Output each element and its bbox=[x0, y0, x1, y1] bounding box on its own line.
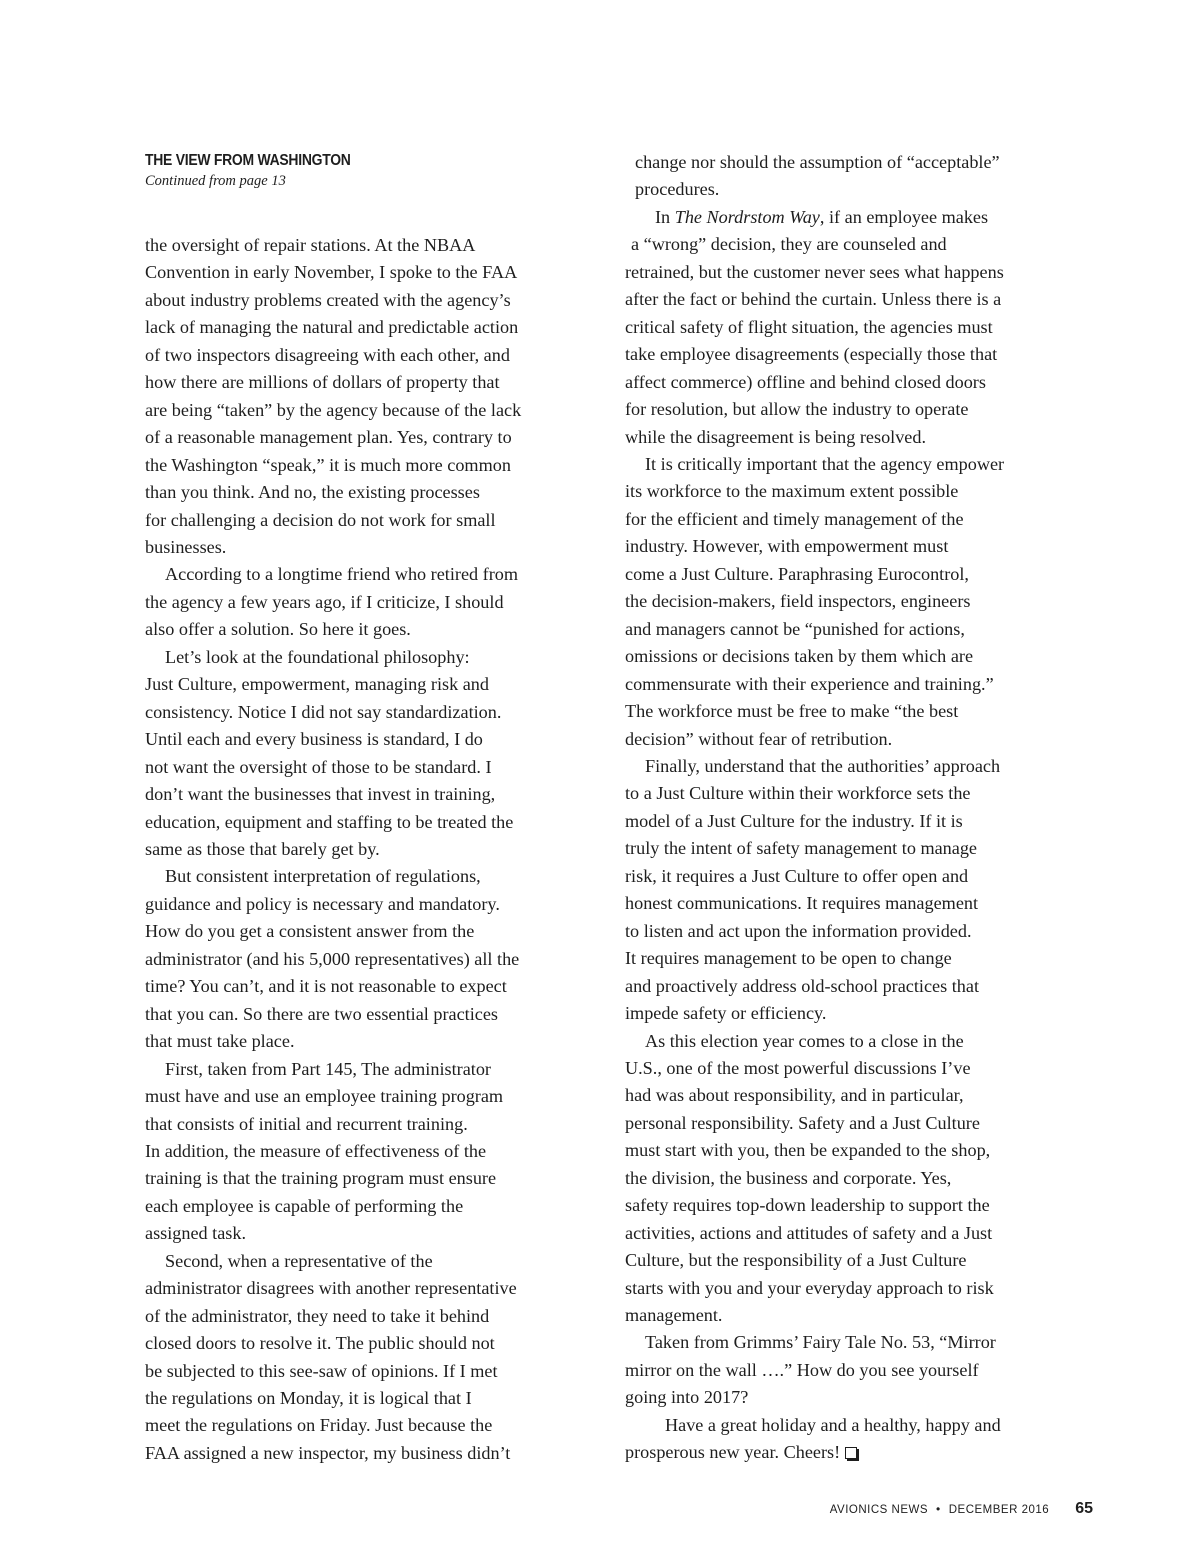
paragraph bbox=[145, 863, 591, 1055]
text-line: and proactively address old-school practices that bbox=[625, 975, 980, 996]
paragraph bbox=[625, 1329, 1071, 1411]
text-line: consistency. Notice I did not say standardization. bbox=[145, 701, 502, 722]
text-line: Culture, but the responsibility of a Just Culture bbox=[625, 1250, 967, 1271]
text-line: that must take place. bbox=[145, 1031, 295, 1052]
text-line: honest communications. It requires management bbox=[625, 893, 979, 914]
paragraph bbox=[625, 1028, 1071, 1330]
text-line: affect commerce) offline and behind closed doors bbox=[625, 371, 986, 392]
text-line: It is critically important that the agency empower bbox=[645, 453, 1005, 474]
text-line: Convention in early November, I spoke to the FAA bbox=[145, 262, 518, 283]
text-line: for resolution, but allow the industry to operate bbox=[625, 399, 969, 420]
text-line: commensurate with their experience and training.” bbox=[625, 673, 994, 694]
text-line: model of a Just Culture for the industry. If it is bbox=[625, 810, 963, 831]
carryover-paragraph bbox=[625, 149, 1071, 204]
paragraph bbox=[145, 232, 591, 561]
text-line: Have a great holiday and a healthy, happy and bbox=[665, 1414, 1001, 1435]
text-line: are being “taken” by the agency because of the lack bbox=[145, 399, 522, 420]
text-line: take employee disagreements (especially those that bbox=[625, 344, 998, 365]
text-line: after the fact or behind the curtain. Unless there is a bbox=[625, 289, 1002, 310]
text-line: must have and use an employee training program bbox=[145, 1086, 504, 1107]
text-line bbox=[625, 204, 1071, 231]
text-line: businesses. bbox=[145, 536, 227, 557]
text-line: critical safety of flight situation, the agencies must bbox=[625, 316, 993, 337]
text-line: going into 2017? bbox=[625, 1387, 749, 1408]
text-line: to a Just Culture within their workforce sets the bbox=[625, 783, 971, 804]
text-line: don’t want the businesses that invest in training, bbox=[145, 784, 496, 805]
text-line: industry. However, with empowerment must bbox=[625, 536, 949, 557]
text-line: closed doors to resolve it. The public should not bbox=[145, 1333, 495, 1354]
end-of-article-icon bbox=[845, 1447, 857, 1459]
text-line: Taken from Grimms’ Fairy Tale No. 53, “Mirror bbox=[645, 1332, 996, 1353]
text-line: how there are millions of dollars of property that bbox=[145, 372, 500, 393]
text-line: education, equipment and staffing to be treated the bbox=[145, 811, 514, 832]
text-line: the division, the business and corporate. Yes, bbox=[625, 1167, 952, 1188]
text-line: for challenging a decision do not work for small bbox=[145, 509, 496, 530]
right-column bbox=[625, 149, 1071, 1467]
text-line: meet the regulations on Friday. Just because the bbox=[145, 1415, 493, 1436]
text-line: administrator (and his 5,000 representatives) all the bbox=[145, 948, 520, 969]
text-line: impede safety or efficiency. bbox=[625, 1003, 827, 1024]
nordstrom-paragraph bbox=[625, 204, 1071, 451]
text-fragment: prosperous new year. Cheers! bbox=[625, 1442, 841, 1463]
text-line: had was about responsibility, and in particular, bbox=[625, 1085, 964, 1106]
paragraph bbox=[145, 644, 591, 864]
text-fragment: In bbox=[655, 206, 675, 227]
text-line: Second, when a representative of the bbox=[165, 1250, 433, 1271]
text-line: training is that the training program must ensure bbox=[145, 1168, 497, 1189]
text-line: while the disagreement is being resolved. bbox=[625, 426, 927, 447]
text-line: management. bbox=[625, 1305, 723, 1326]
text-line: each employee is capable of performing the bbox=[145, 1195, 464, 1216]
text-line: But consistent interpretation of regulations, bbox=[165, 866, 481, 887]
text-line: mirror on the wall ….” How do you see yourself bbox=[625, 1359, 979, 1380]
text-line: of the administrator, they need to take it behind bbox=[145, 1305, 490, 1326]
text-line: change nor should the assumption of “acceptable” bbox=[635, 152, 1000, 172]
text-line: than you think. And no, the existing processes bbox=[145, 482, 480, 503]
paragraph bbox=[145, 1056, 591, 1248]
text-line: and managers cannot be “punished for actions, bbox=[625, 618, 965, 639]
text-line: time? You can’t, and it is not reasonable to expect bbox=[145, 976, 507, 997]
text-line: procedures. bbox=[635, 179, 720, 200]
text-line: to listen and act upon the information provided. bbox=[625, 920, 972, 941]
book-title: The Nordrstom Way bbox=[674, 206, 820, 227]
text-line: In addition, the measure of effectiveness of the bbox=[145, 1140, 487, 1161]
text-line: activities, actions and attitudes of safety and a Just bbox=[625, 1222, 993, 1243]
nordstrom-lines bbox=[625, 259, 1071, 451]
text-line: safety requires top-down leadership to support the bbox=[625, 1195, 990, 1216]
text-line: personal responsibility. Safety and a Just Culture bbox=[625, 1112, 980, 1133]
text-line: the Washington “speak,” it is much more common bbox=[145, 454, 511, 475]
text-line: According to a longtime friend who retired from bbox=[165, 564, 519, 585]
text-line: lack of managing the natural and predictable action bbox=[145, 317, 519, 338]
text-line: of two inspectors disagreeing with each other, and bbox=[145, 344, 510, 365]
text-fragment: , if an employee makes bbox=[819, 206, 989, 227]
paragraph bbox=[625, 753, 1071, 1028]
text-line: also offer a solution. So here it goes. bbox=[145, 619, 411, 640]
text-line: omissions or decisions taken by them which are bbox=[625, 646, 974, 667]
page-footer bbox=[830, 1500, 1093, 1518]
text-line: of a reasonable management plan. Yes, contrary to bbox=[145, 427, 512, 448]
text-line: come a Just Culture. Paraphrasing Eurocontrol, bbox=[625, 563, 969, 584]
text-line: The workforce must be free to make “the best bbox=[625, 701, 959, 722]
text-line: the agency a few years ago, if I criticize, I should bbox=[145, 591, 504, 612]
separator-bullet: • bbox=[936, 1502, 941, 1516]
text-line: a “wrong” decision, they are counseled and bbox=[631, 234, 947, 255]
text-line: How do you get a consistent answer from the bbox=[145, 921, 475, 942]
text-line: First, taken from Part 145, The administrator bbox=[165, 1058, 491, 1079]
text-line: guidance and policy is necessary and mandatory. bbox=[145, 893, 500, 914]
text-line: not want the oversight of those to be standard. I bbox=[145, 756, 492, 777]
text-line: same as those that barely get by. bbox=[145, 838, 380, 859]
text-line: U.S., one of the most powerful discussions I’ve bbox=[625, 1057, 971, 1078]
page-number: 65 bbox=[1075, 1500, 1093, 1517]
text-line: decision” without fear of retribution. bbox=[625, 728, 893, 749]
closing-paragraph bbox=[625, 1412, 1071, 1467]
paragraph bbox=[625, 451, 1071, 753]
text-line: As this election year comes to a close in the bbox=[645, 1030, 964, 1051]
text-line: truly the intent of safety management to manage bbox=[625, 838, 978, 859]
text-line: about industry problems created with the agency’s bbox=[145, 289, 511, 310]
text-line: that you can. So there are two essential practices bbox=[145, 1003, 499, 1024]
text-line: Finally, understand that the authorities’ approach bbox=[645, 755, 1001, 776]
text-line: starts with you and your everyday approach to risk bbox=[625, 1277, 994, 1298]
issue-date: DECEMBER 2016 bbox=[948, 1504, 1050, 1516]
text-line: the oversight of repair stations. At the NBAA bbox=[145, 235, 476, 255]
text-line: FAA assigned a new inspector, my business didn’t bbox=[145, 1442, 511, 1463]
text-line: risk, it requires a Just Culture to offer open and bbox=[625, 865, 969, 886]
text-line: be subjected to this see-saw of opinions. If I met bbox=[145, 1360, 498, 1381]
text-line: retrained, but the customer never sees what happens bbox=[625, 261, 1004, 282]
right-paragraphs bbox=[625, 451, 1071, 1412]
text-line: must start with you, then be expanded to the shop, bbox=[625, 1140, 991, 1161]
text-line: administrator disagrees with another representative bbox=[145, 1278, 517, 1299]
text-line: Just Culture, empowerment, managing risk and bbox=[145, 674, 489, 695]
left-column bbox=[145, 232, 591, 1467]
text-line: its workforce to the maximum extent possible bbox=[625, 481, 959, 502]
text-line: the decision-makers, field inspectors, engineers bbox=[625, 591, 971, 612]
publication-name: AVIONICS NEWS bbox=[829, 1504, 929, 1516]
text-line bbox=[625, 1439, 1071, 1466]
text-line: Let’s look at the foundational philosophy: bbox=[165, 646, 470, 667]
continued-note: Continued from page 13 bbox=[145, 173, 286, 189]
section-title: THE VIEW FROM WASHINGTON bbox=[145, 152, 351, 169]
text-line: that consists of initial and recurrent training. bbox=[145, 1113, 468, 1134]
text-line: Until each and every business is standard, I do bbox=[145, 729, 483, 750]
text-line: the regulations on Monday, it is logical that I bbox=[145, 1388, 472, 1409]
text-line: for the efficient and timely management of the bbox=[625, 508, 964, 529]
text-line: It requires management to be open to change bbox=[625, 948, 952, 969]
paragraph bbox=[145, 1248, 591, 1468]
paragraph bbox=[145, 561, 591, 643]
text-line: assigned task. bbox=[145, 1223, 247, 1244]
